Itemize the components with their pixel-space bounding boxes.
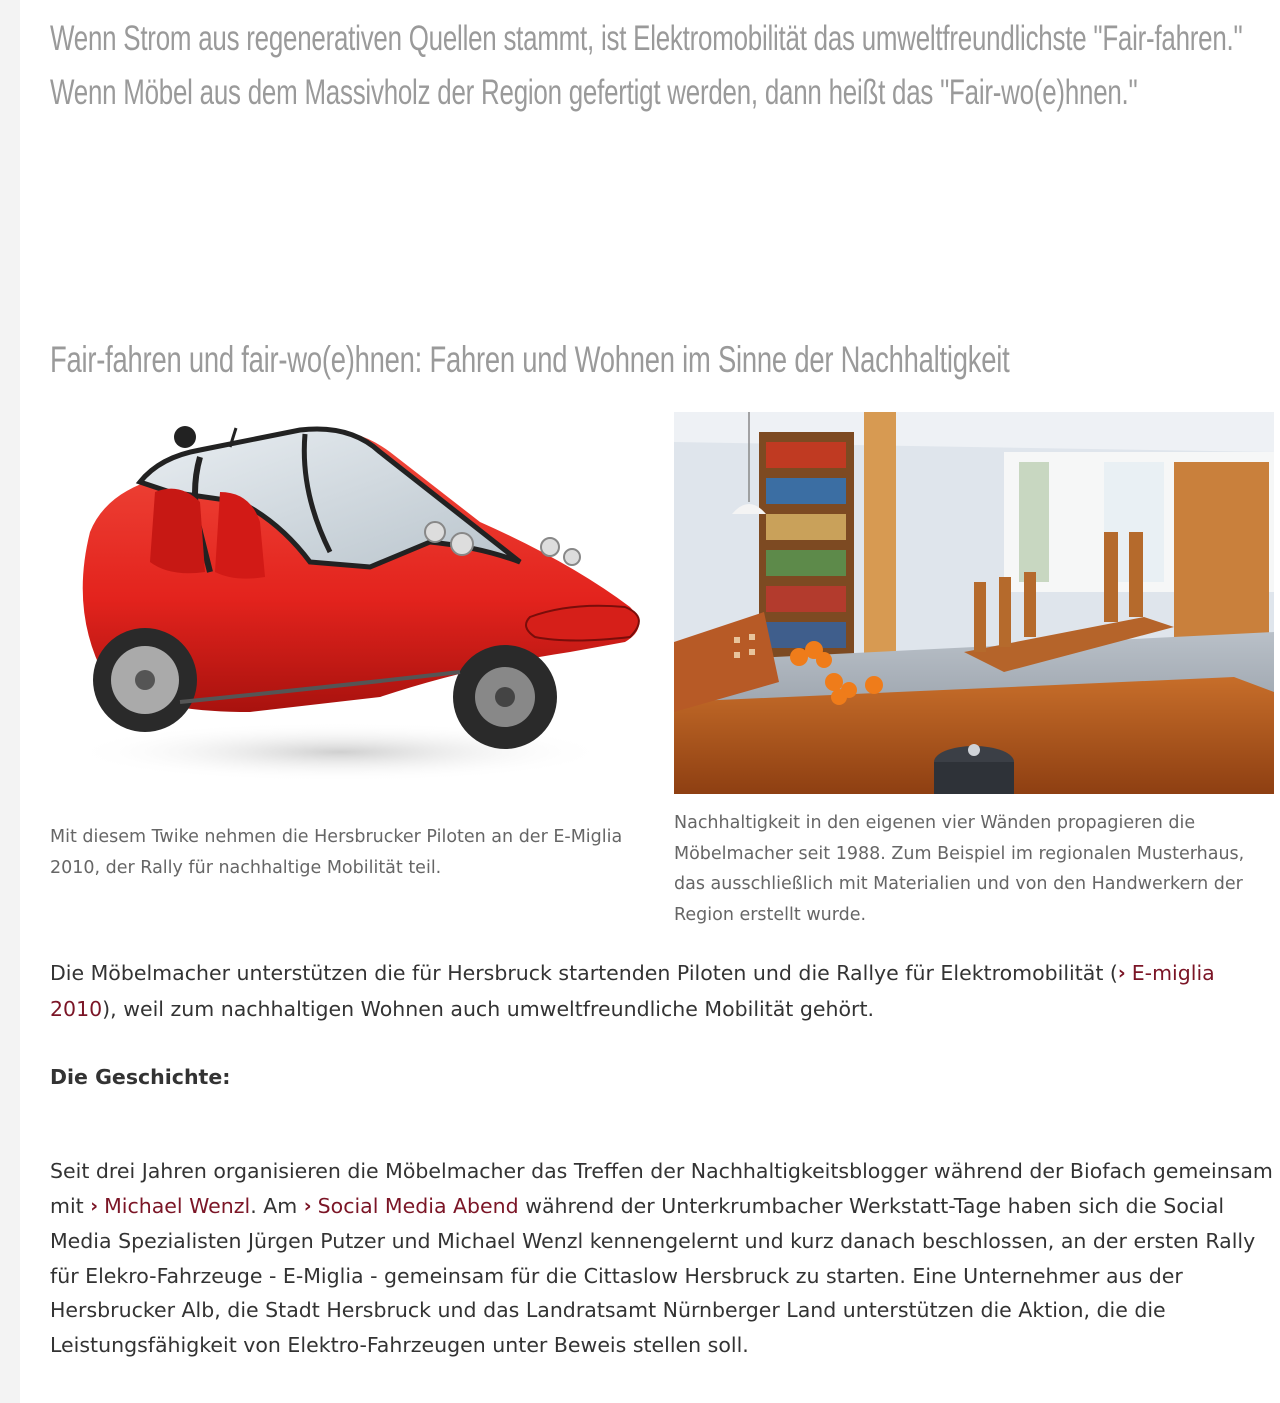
section-title: Fair-fahren und fair-wo(e)hnen: Fahren und Wohnen im Sinne der Nachhaltigkeit bbox=[50, 339, 1010, 380]
paragraph-history bbox=[50, 1154, 1275, 1362]
chevron-right-icon: › bbox=[1117, 962, 1126, 984]
room-image-caption: Nachhaltigkeit in den eigenen vier Wänden propagieren die Möbelmacher seit 1988. Zum Beispiel im regionalen Musterhaus, das ausschließlich mit Materialien und von den Handwerkern der Region erstellt wurde. bbox=[674, 813, 1245, 925]
paragraph-support-text-2: ), weil zum nachhaltigen Wohnen auch umweltfreundliche Mobilität gehört. bbox=[102, 996, 875, 1021]
chevron-right-icon: › bbox=[303, 1194, 312, 1217]
lead-paragraph: Wenn Strom aus regenerativen Quellen stammt, ist Elektromobilität das umweltfreundlichste "Fair-fahren." Wenn Möbel aus dem Massivholz der Region gefertigt werden, dann heißt das "Fair-wo(e)hnen." bbox=[50, 19, 1243, 112]
chevron-right-icon: › bbox=[90, 1194, 99, 1217]
twike-car-image bbox=[50, 412, 642, 798]
social-media-abend-link[interactable]: Social Media Abend bbox=[317, 1193, 519, 1218]
musterhaus-room-image bbox=[674, 412, 1274, 794]
paragraph-history-text-1: Seit drei Jahren organisieren die Möbelmacher das Treffen der Nachhaltigkeitsblogger während der Biofach gemeinsam mit bbox=[50, 1159, 1273, 1218]
car-image-caption: Mit diesem Twike nehmen die Hersbrucker Piloten an der E-Miglia 2010, der Rally für nachhaltige Mobilität teil. bbox=[50, 827, 623, 878]
michael-wenzl-link[interactable]: Michael Wenzl bbox=[104, 1193, 251, 1218]
paragraph-support-text-1: Die Möbelmacher unterstützen die für Hersbruck startenden Piloten und die Rallye für Elektromobilität ( bbox=[50, 961, 1118, 985]
article-page bbox=[20, 0, 1280, 1403]
subheading-history: Die Geschichte: bbox=[50, 1065, 231, 1089]
e-miglia-2010-link[interactable]: E-miglia 2010 bbox=[50, 961, 1215, 1021]
paragraph-history-text-2: . Am bbox=[250, 1193, 304, 1218]
paragraph-history-text-3: während der Unterkrumbacher Werkstatt-Tage haben sich die Social Media Spezialisten Jürgen Putzer und Michael Wenzl kennengelernt und kurz danach beschlossen, an der ersten Rally für Elekro-Fahrzeuge - E-Miglia - gemeinsam für die Cittaslow Hersbruck zu starten. Eine Unternehmer aus der Hersbrucker Alb, die Stadt Hersbruck und das Landratsamt Nürnberger Land unterstützen die Aktion, die die Leistungsfähigkeit von Elektro-Fahrzeugen unter Beweis stellen soll. bbox=[50, 1193, 1256, 1357]
paragraph-support bbox=[50, 956, 1275, 1026]
